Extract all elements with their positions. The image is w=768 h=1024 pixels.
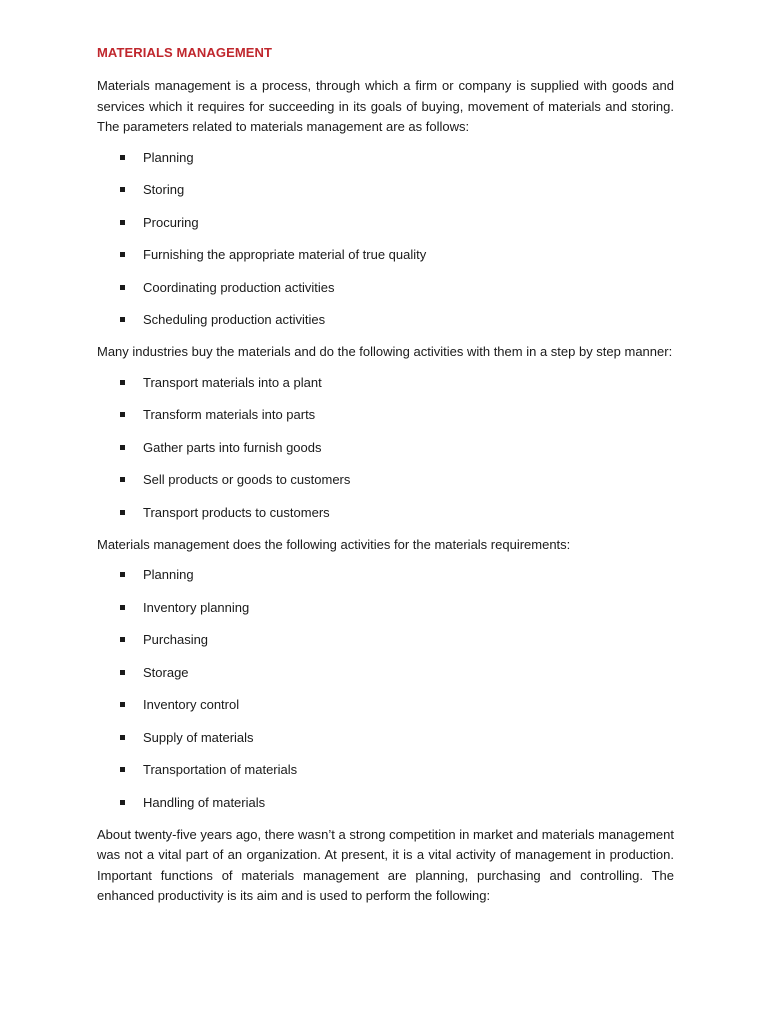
list-item-text: Transportation of materials	[143, 762, 298, 777]
square-bullet-icon	[120, 735, 125, 740]
list-item-text: Scheduling production activities	[143, 312, 326, 327]
list-item	[97, 245, 674, 278]
document-page	[97, 44, 674, 907]
activities-paragraph: Materials management does the following activities for the materials requirements:	[97, 536, 571, 552]
list-item	[97, 598, 674, 631]
list-item-text: Inventory control	[143, 697, 240, 712]
square-bullet-icon	[120, 637, 125, 642]
list-item	[97, 663, 674, 696]
square-bullet-icon	[120, 380, 125, 385]
list-item-text: Sell products or goods to customers	[143, 472, 351, 487]
list-item-text: Furnishing the appropriate material of true quality	[143, 247, 427, 262]
square-bullet-icon	[120, 445, 125, 450]
square-bullet-icon	[120, 155, 125, 160]
square-bullet-icon	[120, 800, 125, 805]
square-bullet-icon	[120, 412, 125, 417]
list-item-text: Gather parts into furnish goods	[143, 439, 322, 455]
square-bullet-icon	[120, 317, 125, 322]
list-item-text: Inventory planning	[143, 599, 250, 615]
square-bullet-icon	[120, 605, 125, 610]
list-item-text: Supply of materials	[143, 729, 254, 745]
list-item	[97, 180, 674, 213]
list-item	[97, 728, 674, 761]
list-item-text: Transport products to customers	[143, 504, 330, 520]
square-bullet-icon	[120, 572, 125, 577]
square-bullet-icon	[120, 670, 125, 675]
list-item-text: Handling of materials	[143, 794, 266, 810]
history-paragraph: About twenty-five years ago, there wasn’t a strong competition in market and materials management was not a vital part of an organization. At present, it is a vital activity of management in production. Important functions of materials management are planning, purchasing and controlling. The enhanced productivity is its aim and is used to perform the following:	[97, 826, 674, 903]
list-item	[97, 438, 674, 471]
list-item	[97, 213, 674, 246]
parameters-list	[97, 148, 674, 331]
intro-paragraph: Materials management is a process, through which a firm or company is supplied with goods and services which it requires for succeeding in its goals of buying, movement of materials and storing. The parameters related to materials management are as follows:	[97, 78, 674, 134]
list-item	[97, 278, 674, 311]
square-bullet-icon	[120, 285, 125, 290]
list-item-text: Transform materials into parts	[143, 407, 316, 422]
square-bullet-icon	[120, 702, 125, 707]
activities-list	[97, 565, 674, 813]
list-item	[97, 310, 674, 330]
list-item-text: Coordinating production activities	[143, 279, 335, 295]
list-item	[97, 695, 674, 728]
square-bullet-icon	[120, 220, 125, 225]
list-item	[97, 503, 674, 523]
list-item-text: Procuring	[143, 214, 199, 230]
list-item-text: Planning	[143, 567, 194, 582]
square-bullet-icon	[120, 187, 125, 192]
square-bullet-icon	[120, 477, 125, 482]
square-bullet-icon	[120, 252, 125, 257]
list-item-text: Planning	[143, 149, 194, 165]
list-item	[97, 405, 674, 438]
list-item	[97, 760, 674, 793]
list-item-text: Storage	[143, 664, 189, 680]
list-item	[97, 373, 674, 406]
list-item	[97, 148, 674, 181]
list-item	[97, 470, 674, 503]
list-item-text: Transport materials into a plant	[143, 374, 322, 390]
list-item	[97, 565, 674, 598]
square-bullet-icon	[120, 767, 125, 772]
list-item	[97, 630, 674, 663]
document-title: MATERIALS MANAGEMENT	[97, 45, 273, 60]
steps-list	[97, 373, 674, 523]
square-bullet-icon	[120, 510, 125, 515]
list-item	[97, 793, 674, 813]
list-item-text: Storing	[143, 182, 185, 197]
list-item-text: Purchasing	[143, 632, 209, 647]
industries-paragraph: Many industries buy the materials and do the following activities with them in a step by step manner:	[97, 344, 673, 359]
